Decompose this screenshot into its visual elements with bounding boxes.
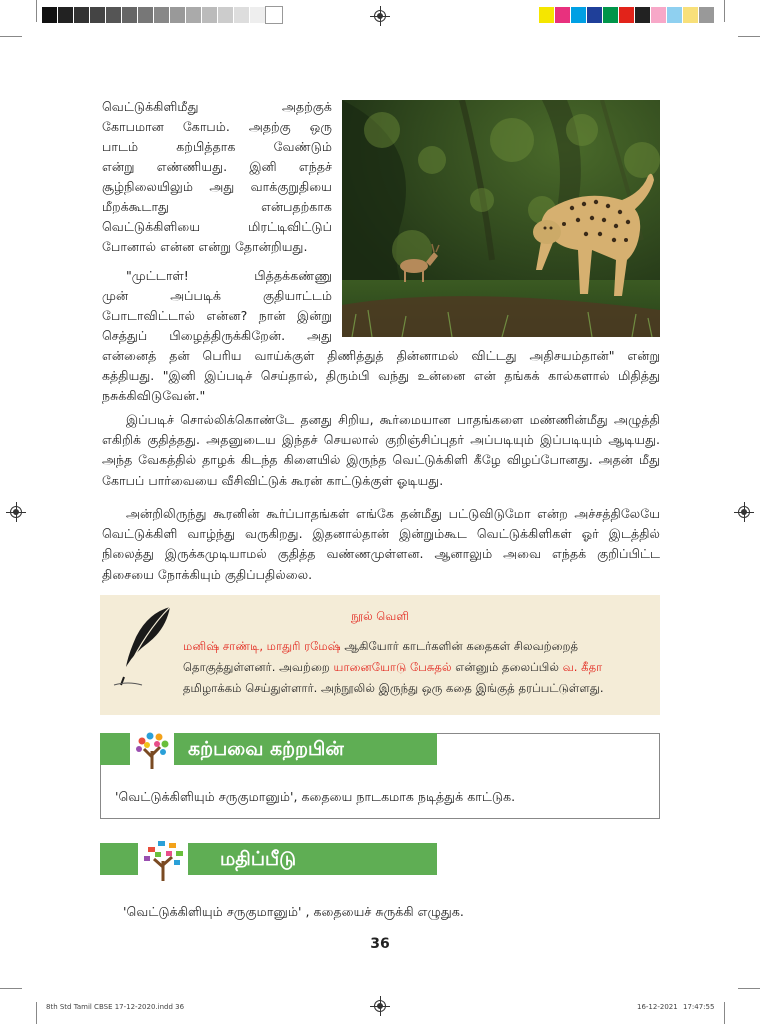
color-swatch	[539, 7, 555, 23]
text-line: வெட்டுக்கிளியை மிரட்டிவிட்டுப்	[102, 219, 332, 234]
translator-name: வ. கீதா	[562, 660, 603, 674]
evaluation-section	[100, 843, 660, 875]
footer-file-name: 8th Std Tamil CBSE 17-12-2020.indd 36	[46, 1003, 185, 1011]
text-line: கோபமான கோபம். அதற்கு ஒரு	[102, 119, 332, 134]
leopard-deer-illustration	[342, 100, 660, 337]
color-swatch	[234, 7, 250, 23]
info-box-title: நூல் வெளி	[351, 609, 409, 623]
color-swatch	[266, 7, 282, 23]
learning-activity-section	[100, 733, 660, 819]
info-text: தமிழாக்கம் செய்துள்ளார். அந்நூலில் இருந்து ஒரு கதை இங்குத் தரப்பட்டுள்ளது.	[183, 681, 604, 695]
text-line: மீறக்கூடாது என்பதற்காக	[102, 199, 332, 214]
learning-activity-task: 'வெட்டுக்கிளியும் சருகுமானும்', கதையை நாடகமாக நடித்துக் காட்டுக.	[115, 789, 516, 804]
info-box-body	[183, 636, 653, 699]
gray-color-bar	[42, 7, 282, 23]
color-swatch	[202, 7, 218, 23]
color-swatch	[635, 7, 651, 23]
evaluation-task: 'வெட்டுக்கிளியும் சருகுமானும்' , கதையைச் சுருக்கி எழுதுக.	[123, 904, 464, 919]
text-line: முன் அப்படிக் குதியாட்டம்	[102, 288, 332, 303]
evaluation-title: மதிப்பீடு	[220, 848, 297, 870]
story-paragraph-2: இப்படிச் சொல்லிக்கொண்டே தனது சிறிய, கூர்மையான பாதங்களை மண்ணின்மீது அழுத்தி எகிறிக் குதித்தது. அதனுடைய இந்தச் செயலால் குறிஞ்சிப்புதர் அப்படியும் இப்படியும் ஆடியது. அந்த வேகத்தில் தாழக் கிடந்த கிளையில் இருந்த வெட்டுக்கிளி கீழே விழப்போனது. அதன் மீது கோபப் பார்வையை வீசிவிட்டுக் கூரன் காட்டுக்குள் ஓடியது.	[102, 412, 660, 488]
registration-mark-right	[738, 506, 750, 518]
crop-mark	[36, 0, 37, 22]
process-color-bar	[539, 7, 715, 23]
color-swatch	[218, 7, 234, 23]
tree-icon	[130, 727, 174, 771]
color-swatch	[667, 7, 683, 23]
color-swatch	[250, 7, 266, 23]
text-line: சூழ்நிலையிலும் அது வாக்குறுதியை	[102, 179, 332, 194]
info-text: ஆகியோர் காடர்களின் கதைகள் சிலவற்றைத் தொகுத்துள்ளனர். அவற்றை	[183, 639, 579, 674]
color-swatch	[90, 7, 106, 23]
color-swatch	[106, 7, 122, 23]
footer-date: 16-12-2021	[637, 1003, 678, 1011]
text-line: போடாவிட்டால் என்ன? நான் இன்று	[102, 308, 332, 323]
story-paragraph-3: அன்றிலிருந்து கூரனின் கூர்ப்பாதங்கள் எங்கே தன்மீது பட்டுவிடுமோ என்ற அச்சத்திலேயே வெட்டுக்கிளி வாழ்ந்து வருகிறது. இதனால்தான் இன்றும்கூட வெட்டுக்கிளிகள் ஓர் இடத்தில் நிலைத்து இருக்கமுடியாமல் குதித்த வண்ணமுள்ளன. ஆனாலும் அவை எந்தக் குறிப்பிட்ட திசையை நோக்கியும் குதிப்பதில்லை.	[102, 506, 660, 582]
text-line: என்று எண்ணியது. இனி எந்தச்	[102, 159, 332, 174]
tree-icon	[138, 835, 188, 883]
section-header-band	[100, 843, 437, 875]
text-line: என்னைத் தன் பெரிய வாய்க்குள் திணித்துத் தின்னாமல் விட்டது அதிசயம்தான்" என்று	[102, 348, 660, 363]
color-swatch	[74, 7, 90, 23]
color-swatch	[651, 7, 667, 23]
color-swatch	[186, 7, 202, 23]
crop-mark	[738, 36, 760, 37]
section-header-band	[100, 733, 437, 765]
footer-time: 17:47:55	[683, 1003, 715, 1011]
crop-mark	[724, 1002, 725, 1024]
crop-mark	[724, 0, 725, 22]
color-swatch	[138, 7, 154, 23]
learning-activity-title: கற்பவை கற்றபின்	[188, 738, 344, 760]
crop-mark	[0, 36, 22, 37]
color-swatch	[555, 7, 571, 23]
text-line: போனால் என்ன என்று தோன்றியது.	[102, 239, 308, 254]
color-swatch	[683, 7, 699, 23]
color-swatch	[58, 7, 74, 23]
crop-mark	[36, 1002, 37, 1024]
book-title: யானையோடு பேசுதல்	[333, 660, 452, 674]
registration-mark-bottom	[374, 1000, 386, 1012]
text-line: நசுக்கிவிடுவேன்."	[102, 388, 206, 403]
color-swatch	[619, 7, 635, 23]
text-line: "முட்டாள்! பித்தக்கண்ணு	[126, 268, 332, 283]
color-swatch	[571, 7, 587, 23]
color-swatch	[587, 7, 603, 23]
color-swatch	[170, 7, 186, 23]
color-swatch	[154, 7, 170, 23]
crop-mark	[738, 988, 760, 989]
crop-mark	[0, 988, 22, 989]
text-line: செத்துப் பிழைத்திருக்கிறேன். அது	[102, 328, 332, 343]
page-number: 36	[370, 936, 390, 952]
color-swatch	[122, 7, 138, 23]
text-line: கத்தியது. "இனி இப்படிச் செய்தால், திரும்பி வந்து உன்னை என் தங்கக் கால்களால் மிதித்து	[102, 368, 660, 383]
book-info-box	[100, 595, 660, 715]
registration-mark-top	[374, 10, 386, 22]
info-text: என்னும் தலைப்பில்	[451, 660, 563, 674]
text-line: வெட்டுக்கிளிமீது அதற்குக்	[102, 99, 332, 114]
text-line: பாடம் கற்பித்தாக வேண்டும்	[102, 139, 332, 154]
color-swatch	[603, 7, 619, 23]
color-swatch	[699, 7, 715, 23]
color-swatch	[42, 7, 58, 23]
registration-mark-left	[10, 506, 22, 518]
author-names: மனிஷ் சாண்டி, மாதுரி ரமேஷ்	[183, 639, 341, 653]
